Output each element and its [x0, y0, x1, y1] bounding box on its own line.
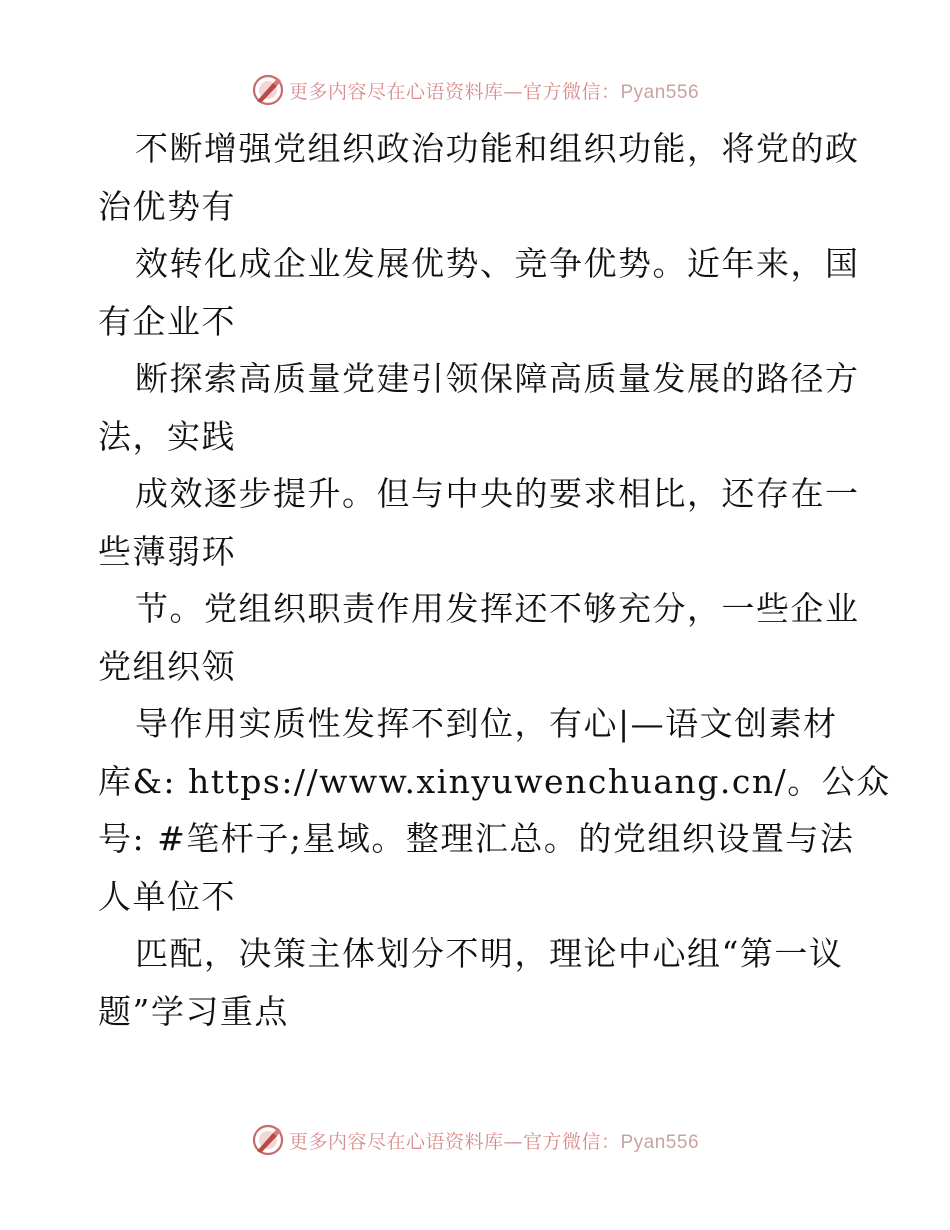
text-line: 号: #笔杆子;星域。整理汇总。的党组织设置与法 [98, 819, 855, 858]
text-line: 法，实践 [98, 416, 236, 456]
text-line: 不断增强党组织政治功能和组织功能，将党的政 [135, 129, 860, 168]
document-body [98, 120, 891, 1040]
text-line: 导作用实质性发挥不到位，有心|—语文创素材 [135, 704, 838, 743]
text-line: 断探索高质量党建引领保障高质量发展的路径方 [135, 359, 860, 398]
text-line: 治优势有 [98, 186, 236, 226]
pen-logo-icon [251, 1123, 285, 1157]
text-line: 党组织领 [98, 646, 236, 686]
text-line: 人单位不 [98, 876, 236, 916]
text-line: 节。党组织职责作用发挥还不够充分，一些企业 [135, 589, 860, 628]
watermark-text: 更多内容尽在心语资料库—官方微信：Pyan556 [288, 1130, 700, 1153]
text-line: 效转化成企业发展优势、竞争优势。近年来，国 [135, 244, 860, 283]
text-line: 题”学习重点 [98, 991, 289, 1031]
watermark-text: 更多内容尽在心语资料库—官方微信：Pyan556 [288, 80, 700, 103]
text-line: 些薄弱环 [98, 531, 236, 571]
pen-logo-icon [251, 73, 285, 107]
text-line: 匹配，决策主体划分不明，理论中心组“第一议 [135, 934, 844, 973]
footer-watermark [0, 1120, 950, 1160]
text-line: 有企业不 [98, 301, 236, 341]
header-watermark [0, 70, 950, 110]
text-line: 成效逐步提升。但与中央的要求相比，还存在一 [135, 474, 860, 513]
text-line: 库&: https://www.xinyuwenchuang.cn/。公众 [98, 761, 891, 801]
